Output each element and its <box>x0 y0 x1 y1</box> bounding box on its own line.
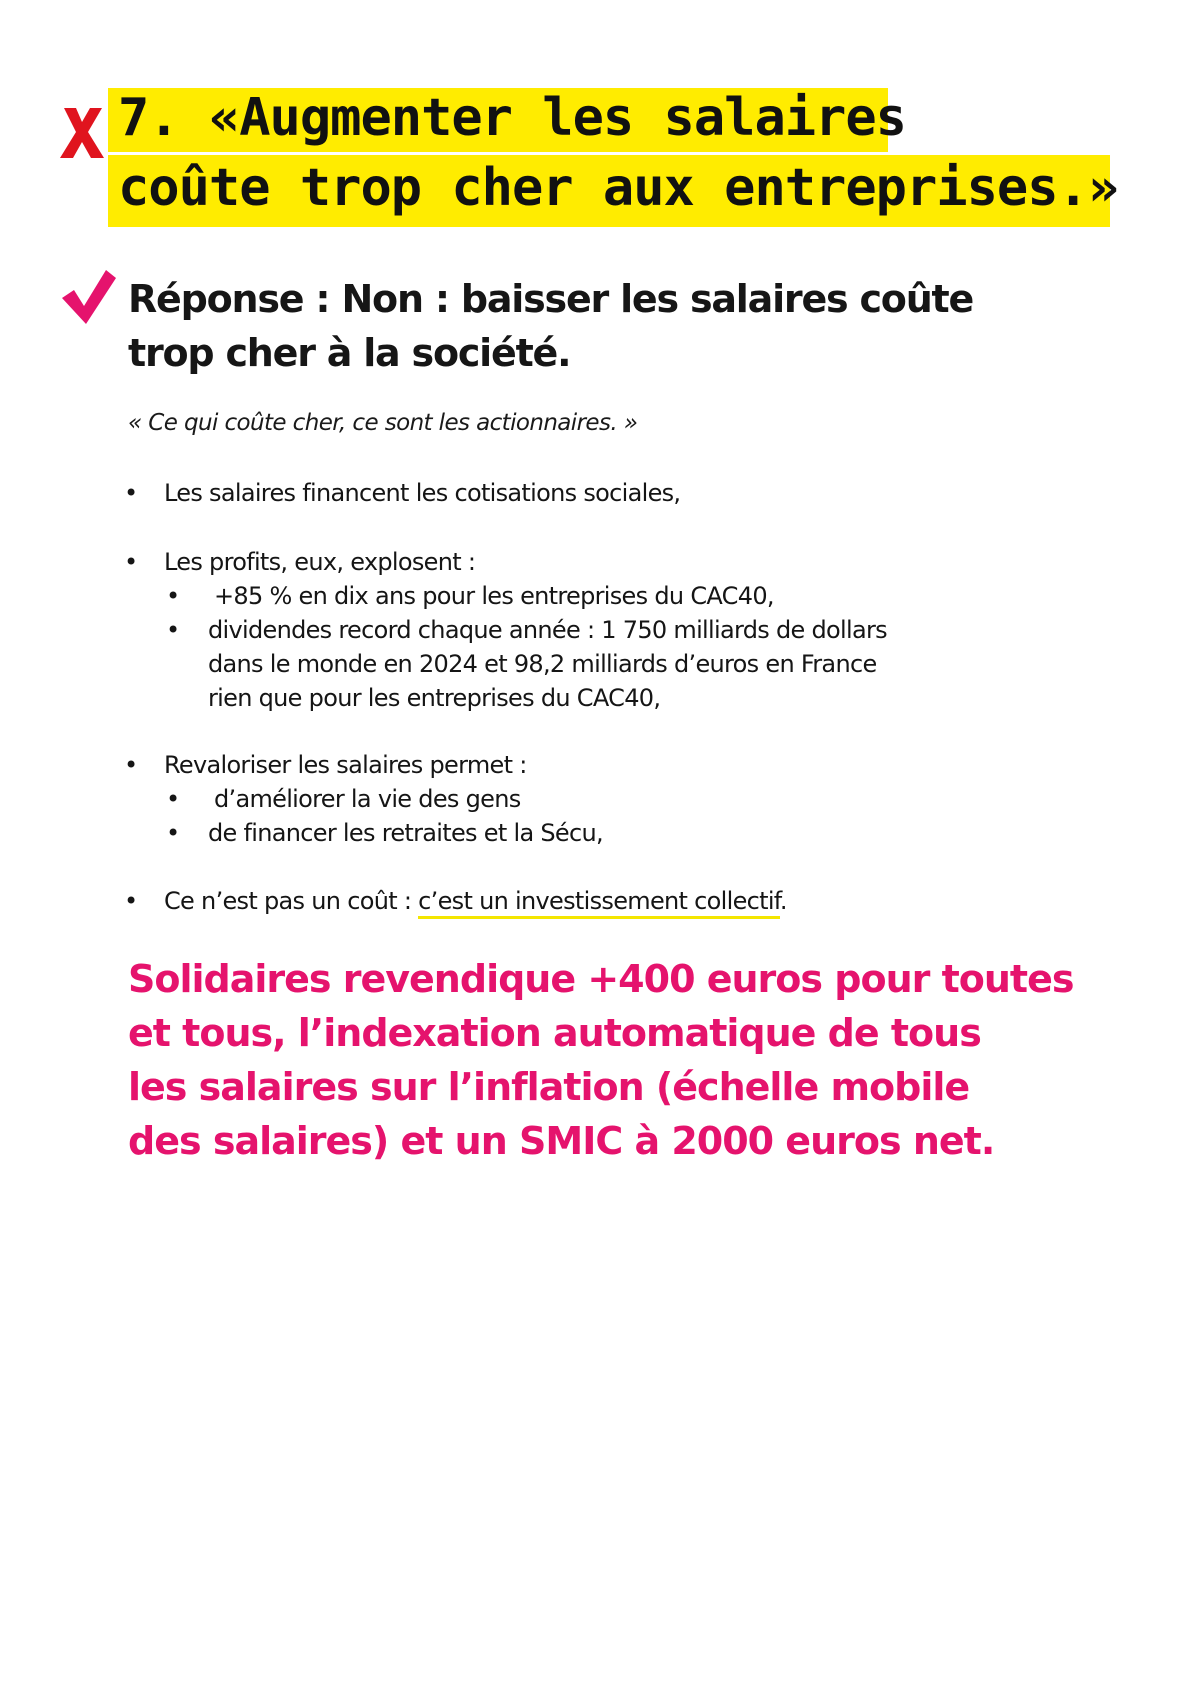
bullet-icon: • <box>166 819 180 847</box>
sub-list-item: • +85 % en dix ans pour les entreprises du CAC40, <box>124 579 887 613</box>
bullet-list-4 <box>124 884 787 918</box>
answer-heading <box>128 272 1028 380</box>
bullet-icon: • <box>124 548 138 576</box>
bullet-icon: • <box>166 785 180 813</box>
page-title-line1: 7. «Augmenter les salaires <box>118 88 906 148</box>
list-item: • Revaloriser les salaires permet : <box>124 748 603 782</box>
sub-list-item: • de financer les retraites et la Sécu, <box>124 816 603 850</box>
union-demand: Solidaires revendique +400 euros pour toutes et tous, l’indexation automatique de tous les salaires sur l’inflation (échelle mobile des salaires) et un SMIC à 2000 euros net. <box>128 957 1074 1163</box>
bullet-icon: • <box>166 616 180 644</box>
sub-list-item-continuation: dans le monde en 2024 et 98,2 milliards d’euros en France <box>208 650 877 678</box>
quote: « Ce qui coûte cher, ce sont les actionnaires. » <box>128 410 638 436</box>
checkmark-icon <box>60 268 116 326</box>
bullet-icon: • <box>124 751 138 779</box>
bullet-list-2 <box>124 545 887 715</box>
list-item: • Les profits, eux, explosent : <box>124 545 887 579</box>
answer-line1: Réponse : Non : baisser les salaires coûte <box>128 277 974 321</box>
highlighted-phrase: c’est un investissement collectif <box>418 887 780 919</box>
bullet-list-3 <box>124 748 603 850</box>
answer-line2: trop cher à la société. <box>128 331 571 375</box>
list-item: • Les salaires financent les cotisations sociales, <box>124 476 680 510</box>
page-title-line2: coûte trop cher aux entreprises.» <box>118 158 1119 218</box>
sub-list-item-continuation: rien que pour les entreprises du CAC40, <box>208 684 661 712</box>
bullet-icon: • <box>124 479 138 507</box>
sub-list-item: • dividendes record chaque année : 1 750 milliards de dollars <box>124 613 887 647</box>
bullet-icon: • <box>124 887 138 915</box>
red-x-icon <box>58 104 106 160</box>
sub-list-item: • d’améliorer la vie des gens <box>124 782 603 816</box>
bullet-list-1 <box>124 476 680 510</box>
list-item: • Ce n’est pas un coût : c’est un investissement collectif. <box>124 884 787 918</box>
bullet-icon: • <box>166 582 180 610</box>
